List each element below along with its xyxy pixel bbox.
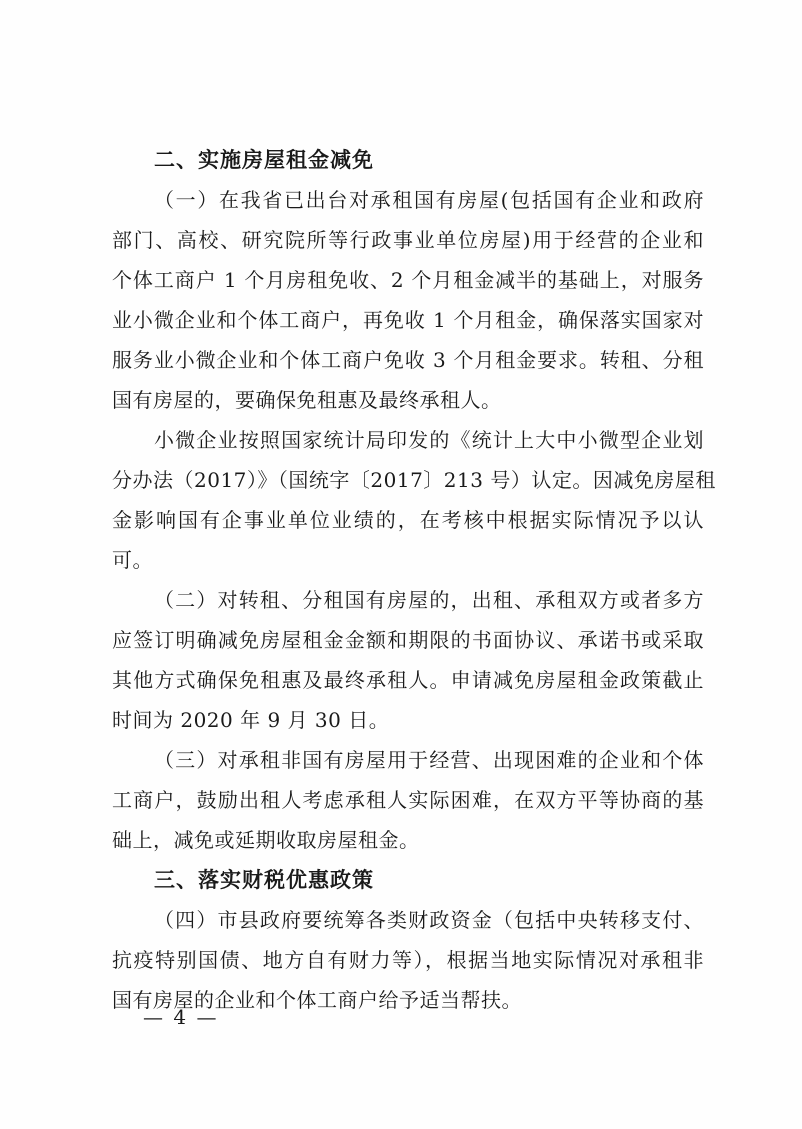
paragraph-line: （一）在我省已出台对承租国有房屋(包括国有企业和政府: [154, 188, 704, 212]
page-number: — 4 —: [143, 1005, 219, 1029]
paragraph-line: 国有房屋的，要确保免租惠及最终承租人。: [112, 388, 502, 412]
paragraph-line: 部门、高校、研究院所等行政事业单位房屋)用于经营的企业和: [112, 228, 704, 252]
paragraph-line: 应签订明确减免房屋租金金额和期限的书面协议、承诺书或采取: [112, 628, 704, 652]
paragraph-line: （二）对转租、分租国有房屋的，出租、承租双方或者多方: [154, 588, 704, 612]
paragraph-line: 础上，减免或延期收取房屋租金。: [112, 828, 420, 852]
section-heading: 二、实施房屋租金减免: [154, 148, 374, 172]
paragraph-line: 可。: [112, 548, 153, 572]
paragraph: [112, 740, 704, 860]
paragraph-line: 分办法（2017）》（国统字〔2017〕213 号）认定。因减免房屋租: [112, 468, 716, 492]
paragraph: [112, 180, 704, 420]
paragraph-line: 服务业小微企业和个体工商户免收 3 个月租金要求。转租、分租: [112, 348, 704, 372]
paragraph-line: 小微企业按照国家统计局印发的《统计上大中小微型企业划: [154, 428, 704, 452]
paragraph-line: 工商户，鼓励出租人考虑承租人实际困难，在双方平等协商的基: [112, 788, 704, 812]
paragraph-line: （三）对承租非国有房屋用于经营、出现困难的企业和个体: [154, 748, 704, 772]
section-heading: 三、落实财税优惠政策: [154, 868, 374, 892]
paragraph-line: 业小微企业和个体工商户，再免收 1 个月租金，确保落实国家对: [112, 308, 704, 332]
document-body: [112, 140, 716, 1020]
paragraph-line: （四）市县政府要统筹各类财政资金（包括中央转移支付、: [154, 908, 704, 932]
paragraph-line: 时间为 2020 年 9 月 30 日。: [112, 708, 390, 732]
paragraph-line: 金影响国有企事业单位业绩的，在考核中根据实际情况予以认: [112, 508, 704, 532]
paragraph-line: 其他方式确保免租惠及最终承租人。申请减免房屋租金政策截止: [112, 668, 704, 692]
paragraph-line: 国有房屋的企业和个体工商户给予适当帮扶。: [112, 988, 522, 1012]
paragraph-line: 个体工商户 1 个月房租免收、2 个月租金减半的基础上，对服务: [112, 268, 704, 292]
paragraph-line: 抗疫特别国债、地方自有财力等），根据当地实际情况对承租非: [112, 948, 704, 972]
paragraph: [112, 580, 704, 740]
paragraph: [112, 420, 716, 580]
